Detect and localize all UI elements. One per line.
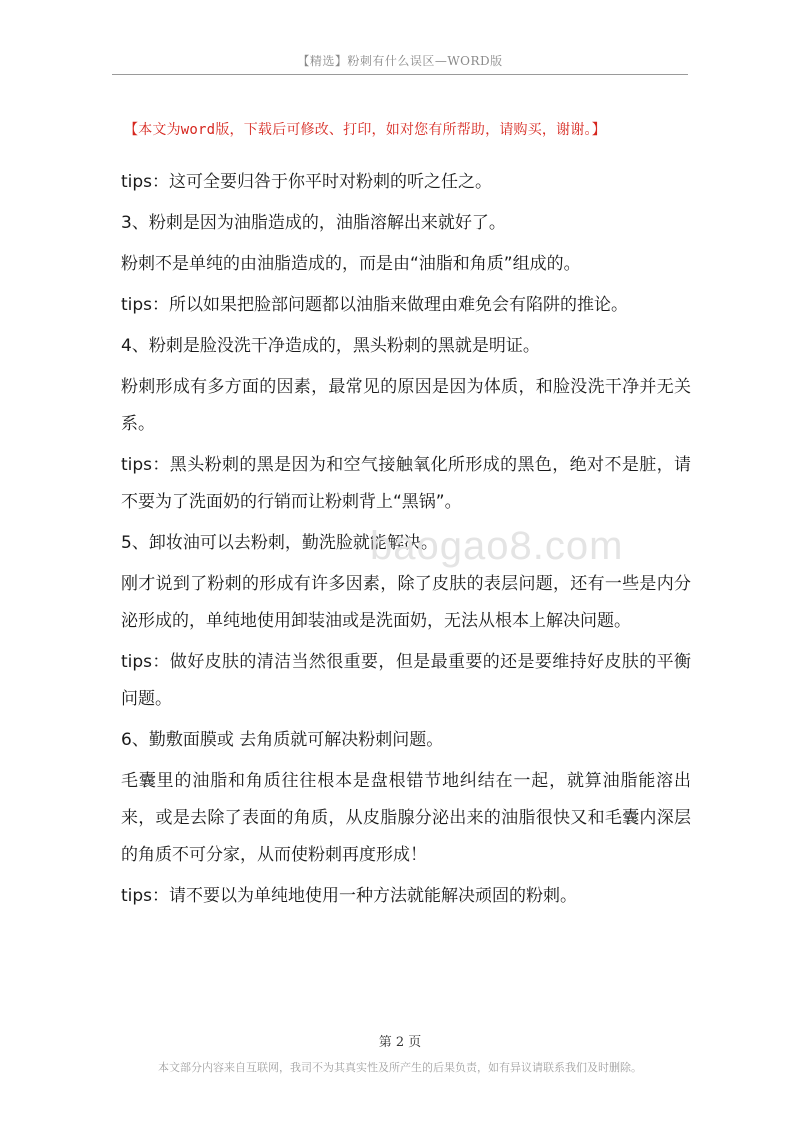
paragraph: 粉刺不是单纯的由油脂造成的，而是由“油脂和角质”组成的。 (121, 254, 581, 274)
page-number: 第 2 页 (378, 1035, 422, 1050)
page-header-title: 【精选】粉刺有什么误区—WORD版 (297, 54, 503, 68)
watermark: baogao8.com (370, 524, 624, 568)
document-body (121, 164, 691, 915)
paragraph: tips：请不要以为单纯地使用一种方法就能解决顽固的粉刺。 (121, 886, 578, 906)
paragraph: tips：这可全要归咎于你平时对粉刺的听之任之。 (121, 172, 493, 192)
paragraph: 粉刺形成有多方面的因素，最常见的原因是因为体质，和脸没洗干净并无关系。 (121, 377, 691, 434)
paragraph: 4、粉刺是脸没洗干净造成的，黑头粉刺的黑就是明证。 (121, 336, 540, 356)
header-divider (112, 74, 688, 75)
paragraph: 3、粉刺是因为油脂造成的，油脂溶解出来就好了。 (121, 213, 506, 233)
paragraph: tips：所以如果把脸部问题都以油脂来做理由难免会有陷阱的推论。 (121, 295, 629, 315)
paragraph: tips：黑头粉刺的黑是因为和空气接触氧化所形成的黑色，绝对不是脏，请不要为了洗面奶的行销而让粉刺背上“黑锅”。 (121, 455, 691, 512)
paragraph: 5、卸妆油可以去粉刺，勤洗脸就能解决。 (121, 533, 438, 553)
download-notice: 【本文为word版，下载后可修改、打印，如对您有所帮助，请购买，谢谢。】 (124, 122, 606, 138)
paragraph: 毛囊里的油脂和角质往往根本是盘根错节地纠结在一起，就算油脂能溶出来，或是去除了表面的角质，从皮脂腺分泌出来的油脂很快又和毛囊内深层的角质不可分家，从而使粉刺再度形成！ (121, 771, 691, 865)
paragraph: tips：做好皮肤的清洁当然很重要，但是最重要的还是要维持好皮肤的平衡问题。 (121, 652, 691, 709)
page-footer-disclaimer: 本文部分内容来自互联网，我司不为其真实性及所产生的后果负责，如有异议请联系我们及时删除。 (158, 1061, 642, 1074)
paragraph: 刚才说到了粉刺的形成有许多因素，除了皮肤的表层问题，还有一些是内分泌形成的，单纯地使用卸装油或是洗面奶，无法从根本上解决问题。 (121, 574, 691, 631)
paragraph: 6、勤敷面膜或 去角质就可解决粉刺问题。 (121, 730, 444, 750)
